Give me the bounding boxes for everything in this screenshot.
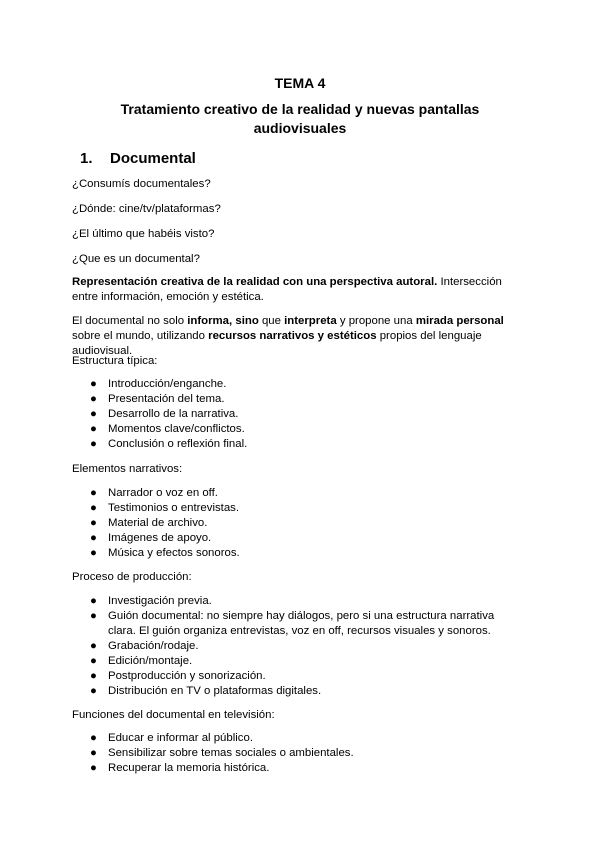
list-item-text: Conclusión o reflexión final. [108, 438, 248, 450]
list-item-text: Recuperar la memoria histórica. [108, 762, 270, 774]
bullet-icon: ● [90, 408, 97, 420]
title-line-1: Tratamiento creativo de la realidad y nuevas pantallas [120, 101, 480, 117]
question-3: ¿El último que habéis visto? [72, 228, 215, 240]
document-title [0, 100, 600, 138]
list-item-text: Distribución en TV o plataformas digitales. [108, 685, 322, 697]
list-item [72, 639, 522, 654]
list-item [72, 516, 532, 531]
list-item [72, 594, 522, 609]
list-item-text: Sensibilizar sobre temas sociales o ambientales. [108, 747, 354, 759]
text-run: que [258, 315, 285, 327]
bullet-icon: ● [90, 762, 97, 774]
bold-run: mirada personal [415, 315, 504, 327]
bold-run: interpreta [284, 315, 337, 327]
list-item [72, 669, 522, 684]
section-heading [80, 150, 196, 167]
list-item-text: Edición/montaje. [108, 655, 193, 667]
bullet-icon: ● [90, 732, 97, 744]
interpretation-paragraph [72, 314, 532, 359]
estructura-heading: Estructura típica: [72, 355, 158, 367]
list-item-text: Postproducción y sonorización. [108, 670, 266, 682]
proceso-heading: Proceso de producción: [72, 571, 192, 583]
bullet-icon: ● [90, 640, 97, 652]
bullet-icon: ● [90, 610, 97, 622]
list-item [72, 746, 532, 761]
list-item [72, 546, 532, 561]
estructura-list [72, 377, 532, 452]
list-item-text: Educar e informar al público. [108, 732, 253, 744]
list-item-text: Presentación del tema. [108, 393, 225, 405]
list-item-text: Introducción/enganche. [108, 378, 227, 390]
list-item [72, 407, 532, 422]
title-line-2: audiovisuales [253, 120, 347, 136]
definition-bold: Representación creativa de la realidad con una perspectiva autoral. [72, 276, 438, 288]
list-item [72, 531, 532, 546]
list-item-text: Investigación previa. [108, 595, 212, 607]
bold-run: sino [235, 315, 259, 327]
proceso-list [72, 594, 522, 699]
question-4: ¿Que es un documental? [72, 253, 200, 265]
funciones-heading: Funciones del documental en televisión: [72, 709, 275, 721]
list-item-text: Desarrollo de la narrativa. [108, 408, 239, 420]
bullet-icon: ● [90, 595, 97, 607]
bullet-icon: ● [90, 423, 97, 435]
list-item-text: Material de archivo. [108, 517, 208, 529]
text-run: sobre el mundo, utilizando [72, 330, 209, 342]
definition-paragraph [72, 275, 528, 305]
list-item-text: Momentos clave/conflictos. [108, 423, 245, 435]
list-item-text: Narrador o voz en off. [108, 487, 218, 499]
question-2: ¿Dónde: cine/tv/plataformas? [72, 203, 221, 215]
bullet-icon: ● [90, 487, 97, 499]
tema-heading: TEMA 4 [274, 75, 326, 91]
elementos-heading: Elementos narrativos: [72, 463, 183, 475]
list-item [72, 377, 532, 392]
list-item [72, 501, 532, 516]
list-item-text: Música y efectos sonoros. [108, 547, 240, 559]
bullet-icon: ● [90, 393, 97, 405]
list-item-text: Imágenes de apoyo. [108, 532, 212, 544]
bullet-icon: ● [90, 655, 97, 667]
bullet-icon: ● [90, 747, 97, 759]
bullet-icon: ● [90, 502, 97, 514]
bullet-icon: ● [90, 532, 97, 544]
question-1: ¿Consumís documentales? [72, 178, 211, 190]
section-number: 1. [80, 150, 93, 167]
list-item [72, 486, 532, 501]
list-item [72, 731, 532, 746]
bullet-icon: ● [90, 378, 97, 390]
bold-run: informa, [187, 315, 233, 327]
list-item [72, 609, 522, 639]
list-item [72, 437, 532, 452]
elementos-list [72, 486, 532, 561]
definition-rest: Intersección entre información, emoción y estética. [72, 276, 502, 303]
bold-run: recursos narrativos y estéticos [208, 330, 377, 342]
text-run: El documental no solo [72, 315, 188, 327]
bullet-icon: ● [90, 685, 97, 697]
bullet-icon: ● [90, 517, 97, 529]
text-run: y propone una [336, 315, 416, 327]
bullet-icon: ● [90, 438, 97, 450]
bullet-icon: ● [90, 670, 97, 682]
funciones-list [72, 731, 532, 776]
list-item [72, 392, 532, 407]
list-item [72, 422, 532, 437]
section-title: Documental [110, 150, 196, 167]
list-item [72, 761, 532, 776]
list-item [72, 684, 522, 699]
bullet-icon: ● [90, 547, 97, 559]
list-item [72, 654, 522, 669]
list-item-text: Grabación/rodaje. [108, 640, 199, 652]
list-item-text: Testimonios o entrevistas. [108, 502, 240, 514]
text-run: propios del lenguaje audiovisual. [72, 330, 482, 357]
list-item-text: Guión documental: no siempre hay diálogos, pero si una estructura narrativa clara. El guión organiza entrevistas, voz en off, recursos visuales y sonoros. [108, 610, 495, 637]
